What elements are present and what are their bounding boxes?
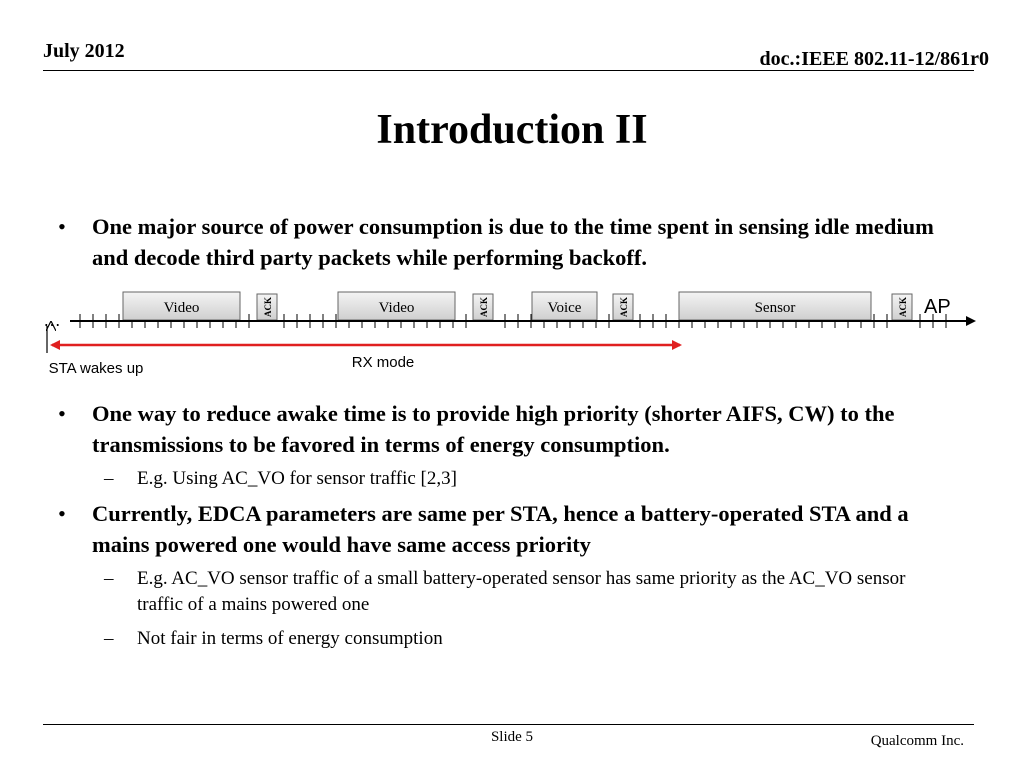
svg-text:ACK: ACK <box>479 297 489 317</box>
svg-text:Sensor: Sensor <box>754 300 796 316</box>
svg-text:Video: Video <box>378 300 415 316</box>
header-rule <box>43 70 974 71</box>
bullet-marker: • <box>58 214 66 239</box>
slide-number: Slide 5 <box>490 729 534 745</box>
sub-bullet-1-text: E.g. Using AC_VO for sensor traffic [2,3] <box>137 468 457 489</box>
slide-title: Introduction II <box>376 107 648 153</box>
sub-bullet-2-text: E.g. AC_VO sensor traffic of a small battery-operated sensor has same priority as the AC_VO sensor traffic of a mains powered one <box>137 568 906 615</box>
frame-ack-4 <box>892 294 912 320</box>
sub-bullet-3 <box>104 626 934 652</box>
bullet-2 <box>58 398 968 460</box>
svg-text:ACK: ACK <box>263 297 273 317</box>
frame-ack-2 <box>473 294 493 320</box>
bullet-1-text: One major source of power consumption is due to the time spent in sensing idle medium and decode third party packets while performing backoff. <box>92 214 934 270</box>
footer-rule <box>43 724 974 725</box>
footer-company: Qualcomm Inc. <box>870 733 964 749</box>
sub-bullet-1 <box>104 466 934 492</box>
rx-mode-label: RX mode <box>351 354 415 371</box>
bullet-3 <box>58 498 968 560</box>
bullet-3-text: Currently, EDCA parameters are same per STA, hence a battery-operated STA and a mains powered one would have same access priority <box>92 501 909 557</box>
sub-bullet-3-text: Not fair in terms of energy consumption <box>137 628 443 649</box>
bullet-marker: • <box>58 401 66 426</box>
sub-bullet-2 <box>104 566 934 618</box>
svg-text:Voice: Voice <box>547 300 582 316</box>
timing-diagram <box>0 285 1024 385</box>
frame-sensor <box>679 292 871 320</box>
frame-ack-1 <box>257 294 277 320</box>
frame-video-1 <box>123 292 240 320</box>
sub-bullet-marker: – <box>104 628 114 649</box>
bullet-2-text: One way to reduce awake time is to provide high priority (shorter AIFS, CW) to the transmissions to be favored in terms of energy consumption. <box>92 401 895 457</box>
bullet-marker: • <box>58 501 66 526</box>
frame-voice <box>532 292 597 320</box>
bullet-1 <box>58 211 968 273</box>
frame-video-2 <box>338 292 455 320</box>
timeline-ellipsis: … <box>43 310 61 330</box>
svg-text:ACK: ACK <box>619 297 629 317</box>
header-date: July 2012 <box>43 40 125 62</box>
header-doc-id: doc.:IEEE 802.11-12/861r0 <box>759 48 989 70</box>
sub-bullet-marker: – <box>104 568 114 589</box>
ap-label: AP <box>924 296 951 318</box>
frame-ack-3 <box>613 294 633 320</box>
svg-text:Video: Video <box>163 300 200 316</box>
sub-bullet-marker: – <box>104 468 114 489</box>
svg-text:ACK: ACK <box>898 297 908 317</box>
sta-wakes-up-label: STA wakes up <box>48 360 144 377</box>
